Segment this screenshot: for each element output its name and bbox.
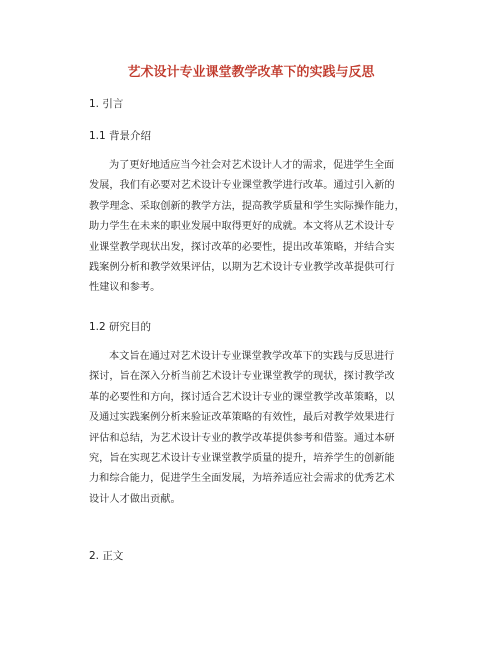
paragraph-line: 及通过实践案例分析来验证改革策略的有效性，最后对教学效果进行 xyxy=(89,412,395,424)
paragraph-line: 究，旨在实现艺术设计专业课堂教学质量的提升，培养学生的创新能 xyxy=(89,452,395,464)
paragraph-line: 性建议和参考。 xyxy=(89,282,161,294)
paragraph-line: 为了更好地适应当今社会对艺术设计人才的需求，促进学生全面 xyxy=(109,160,395,171)
paragraph-line: 践案例分析和教学效果评估，以期为艺术设计专业教学改革提供可行 xyxy=(89,261,395,273)
section-heading-background: 1.1 背景介绍 xyxy=(89,130,152,142)
section-heading-intro: 1. 引言 xyxy=(89,98,124,110)
document-title: 艺术设计专业课堂教学改革下的实践与反思 xyxy=(127,65,375,80)
paragraph-line: 教学理念、采取创新的教学方法，提高教学质量和学生实际操作能力， xyxy=(89,200,405,212)
paragraph-line: 发展，我们有必要对艺术设计专业课堂教学进行改革。通过引入新的 xyxy=(89,180,395,192)
paragraph-background xyxy=(89,156,424,299)
paragraph-purpose xyxy=(89,347,424,510)
paragraph-line: 助力学生在未来的职业发展中取得更好的成就。本文将从艺术设计专 xyxy=(89,221,395,233)
section-heading-body: 2. 正文 xyxy=(89,550,124,562)
paragraph-line: 设计人才做出贡献。 xyxy=(89,493,181,505)
paragraph-line: 业课堂教学现状出发，探讨改革的必要性，提出改革策略，并结合实 xyxy=(89,241,395,253)
paragraph-line: 评估和总结，为艺术设计专业的教学改革提供参考和借鉴。通过本研 xyxy=(89,432,395,444)
paragraph-line: 探讨，旨在深入分析当前艺术设计专业课堂教学的现状，探讨教学改 xyxy=(89,371,395,383)
paragraph-line: 本文旨在通过对艺术设计专业课堂教学改革下的实践与反思进行 xyxy=(109,351,395,362)
paragraph-line: 革的必要性和方向，探讨适合艺术设计专业的课堂教学改革策略，以 xyxy=(89,391,395,403)
section-heading-purpose: 1.2 研究目的 xyxy=(89,321,152,333)
paragraph-line: 力和综合能力，促进学生全面发展，为培养适应社会需求的优秀艺术 xyxy=(89,473,395,485)
